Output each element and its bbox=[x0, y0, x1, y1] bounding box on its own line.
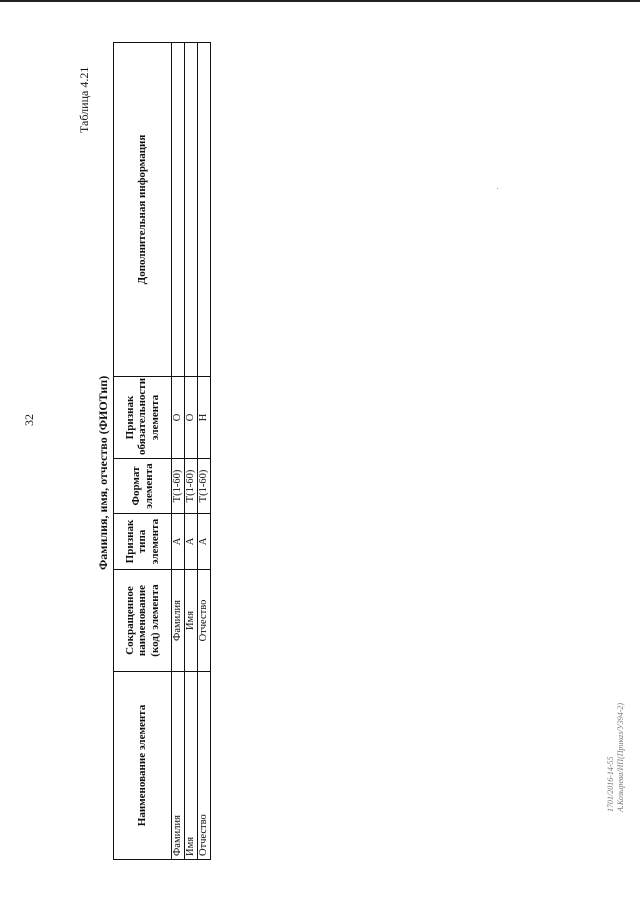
cell-additional-info bbox=[198, 43, 211, 377]
stamp-line-1: 1701/2016-14-55 bbox=[606, 756, 615, 812]
cell-element-name: Отчество bbox=[198, 672, 211, 860]
cell-short-code: Фамилия bbox=[172, 570, 185, 672]
cell-format: T(1-60) bbox=[172, 459, 185, 514]
document-title: Фамилия, имя, отчество (ФИОТип) bbox=[96, 375, 110, 570]
cell-type-flag: А bbox=[198, 514, 211, 570]
cell-type-flag: А bbox=[185, 514, 198, 570]
cell-element-name: Фамилия bbox=[172, 672, 185, 860]
cell-element-name: Имя bbox=[185, 672, 198, 860]
header-type-flag: Признак типа элемента bbox=[114, 514, 172, 570]
cell-short-code: Отчество bbox=[198, 570, 211, 672]
header-required-flag: Признак обязательности элемента bbox=[114, 377, 172, 459]
cell-additional-info bbox=[172, 43, 185, 377]
elements-table bbox=[113, 42, 211, 860]
elements-table-wrap bbox=[113, 43, 210, 860]
table-caption: Таблица 4.21 bbox=[77, 66, 91, 133]
scan-speck bbox=[497, 188, 498, 189]
registration-stamp bbox=[606, 703, 625, 812]
table-row bbox=[185, 43, 198, 860]
header-short-code: Сокращенное наименование (код) элемента bbox=[114, 570, 172, 672]
header-format: Формат элемента bbox=[114, 459, 172, 514]
cell-format: T(1-60) bbox=[185, 459, 198, 514]
cell-required-flag: О bbox=[185, 377, 198, 459]
cell-type-flag: А bbox=[172, 514, 185, 570]
cell-required-flag: Н bbox=[198, 377, 211, 459]
header-element-name: Наименование элемента bbox=[114, 672, 172, 860]
header-additional-info: Дополнительная информация bbox=[114, 43, 172, 377]
stamp-line-2: А.Козырева/ИП(Приказ/УЗ94-2) bbox=[615, 702, 625, 812]
cell-required-flag: О bbox=[172, 377, 185, 459]
cell-additional-info bbox=[185, 43, 198, 377]
table-header-row bbox=[114, 43, 172, 860]
table-row bbox=[198, 43, 211, 860]
cell-format: T(1-60) bbox=[198, 459, 211, 514]
table-row bbox=[172, 43, 185, 860]
cell-short-code: Имя bbox=[185, 570, 198, 672]
page-number: 32 bbox=[22, 414, 36, 426]
